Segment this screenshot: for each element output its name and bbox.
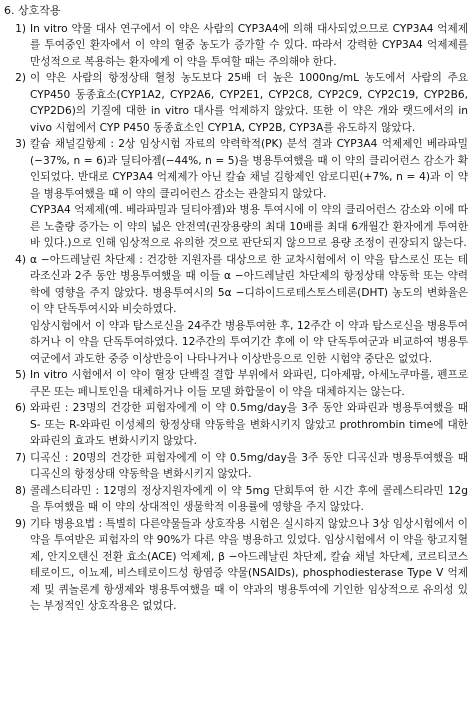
item-body — [30, 483, 468, 516]
item-number: 3) — [15, 138, 26, 150]
list-item — [4, 252, 468, 368]
item-number: 1) — [15, 22, 26, 35]
item-number: 8) — [15, 484, 26, 497]
item-paragraph: In vitro 약물 대사 연구에서 이 약은 사람의 CYP3A4에 의해 대사되었으므로 CYP3A4 억제제를 투여중인 환자에서 이 약의 혈중 농도가 증가할 수 있다. 따라서 강력한 CYP3A4 억제제를 만성적으로 복용하는 환자에게 이 약을 투여할 때는 주의해야 한다. — [30, 22, 468, 68]
list-item — [4, 450, 468, 483]
list-item — [4, 21, 468, 71]
item-paragraph: 디곡신 : 20명의 건강한 피험자에게 이 약 0.5mg/day을 3주 동안 디곡신과 병용투여했을 때 디곡신의 항정상태 약동학을 변화시키지 않았다. — [30, 451, 468, 480]
item-paragraph: 와파린 : 23명의 건강한 피험자에게 이 약 0.5mg/day을 3주 동안 와파린과 병용투여했을 때 S- 또는 R-와파린 이성체의 항정상태 약동학을 변화시키지 않았고 prothrombin time에 대한 와파린의 효과도 변화시키지 않았다. — [30, 402, 468, 447]
item-number: 4) — [15, 253, 26, 266]
item-paragraph: 콜레스티라민 : 12명의 정상지원자에게 이 약 5mg 단회투여 한 시간 후에 콜레스티라민 12g을 투여했을 때 이 약의 상대적인 생물학적 이용률에 영향을 주지 않았다. — [30, 484, 468, 513]
item-body — [30, 367, 468, 400]
item-paragraph: 칼슘 채널길항제 : 2상 임상시험 자료의 약력학적(PK) 분석 결과 CYP3A4 억제제인 베라파밀(−37%, n = 6)과 딜티아젬(−44%, n = 5)을 병용투여했을 때 이 약의 클리어런스 감소가 확인되었다. 반대로 CYP3A4 억제제가 아닌 칼슘 채널 길항제인 암로디핀(+7%, n = 4)과 이 약을 병용투여했을 때 이 약의 클리어런스 감소는 관찰되지 않았다. — [30, 138, 468, 200]
list-item — [4, 367, 468, 400]
item-body — [30, 450, 468, 483]
item-body — [30, 400, 468, 450]
item-number: 9) — [15, 517, 26, 530]
item-paragraph: In vitro 시험에서 이 약이 혈장 단백질 결합 부위에서 와파린, 디아제팜, 아세노쿠마롤, 펜프로쿠몬 또는 페니토인을 대체하거나 이들 모델 화합물이 이 약을 대체하지는 않는다. — [30, 369, 468, 398]
interaction-list — [4, 21, 468, 615]
item-number: 2) — [15, 72, 26, 84]
list-item — [4, 136, 468, 252]
item-body — [30, 136, 468, 252]
item-number: 7) — [15, 451, 26, 464]
item-body — [30, 70, 468, 136]
list-item — [4, 400, 468, 450]
item-body — [30, 252, 468, 368]
item-body — [30, 21, 468, 71]
item-number: 6) — [15, 402, 26, 414]
item-number: 5) — [15, 369, 26, 381]
list-item — [4, 516, 468, 615]
list-item — [4, 70, 468, 136]
list-item — [4, 483, 468, 516]
item-paragraph: CYP3A4 억제제(예. 베라파밀과 딜티아젬)와 병용 투여시에 이 약의 클리어런스 감소와 이에 따른 노출량 증가는 이 약의 넓은 안전역(권장용량의 최대 10배를 최대 6개월간 환자에게 투여한 바 있다.)으로 인해 임상적으로 유의한 것으로 판단되지 않으므로 용량 조정이 권장되지 않는다. — [30, 204, 468, 249]
item-paragraph: α −아드레날린 차단제 : 건강한 지원자를 대상으로 한 교차시험에서 이 약을 탐스로신 또는 테라조신과 2주 동안 병용투여했을 때 이들 α −아드레날린 차단제의 항정상태 약동학 또는 약력학에 영향을 주지 않았다. 병용투여시의 5α −디하이드로테스토스테론(DHT) 농도의 변화율은 이 약 단독투여시와 비슷하였다. — [30, 253, 468, 315]
item-body — [30, 516, 468, 615]
item-paragraph: 임상시험에서 이 약과 탐스로신을 24주간 병용투여한 후, 12주간 이 약과 탐스로신을 병용투여하거나 이 약을 단독투여하였다. 12주간의 투여기간 후에 이 약 단독투여군과 비교하여 병용투여군에서 과도한 중증 이상반응이 나타나거나 이상반응으로 인한 시험약 중단은 없었다. — [30, 319, 468, 365]
item-paragraph: 기타 병용요법 : 특별히 다른약물들과 상호작용 시험은 실시하지 않았으나 3상 임상시험에서 이 약을 투여받은 피험자의 약 90%가 다른 약을 병용하고 있었다. 임상시험에서 이 약을 항고지혈제, 안지오텐신 전환 효소(ACE) 억제제, β −아드레날린 차단제, 칼슘 채널 차단제, 코르티코스테로이드, 이뇨제, 비스테로이드성 항염증 약물(NSAIDs), phosphodiesterase Type V 억제제 및 퀴놀론계 항생제와 병용투여했을 때 이 약과의 병용투여에 기인한 임상적으로 유의성 있는 부정적인 상호작용은 없었다. — [30, 517, 468, 612]
item-paragraph: 이 약은 사람의 항정상태 혈청 농도보다 25배 더 높은 1000ng/mL 농도에서 사람의 주요 CYP450 동종효소(CYP1A2, CYP2A6, CYP2E1, CYP2C8, CYP2C9, CYP2C19, CYP2B6, CYP2D6)의 기질에 대한 in vitro 대사를 억제하지 않았다. 또한 이 약은 개와 랫드에서의 in vivo 시험에서 CYP P450 동종효소인 CYP1A, CYP2B, CYP3A를 유도하지 않았다. — [30, 72, 468, 134]
section-title: 6. 상호작용 — [4, 4, 61, 17]
